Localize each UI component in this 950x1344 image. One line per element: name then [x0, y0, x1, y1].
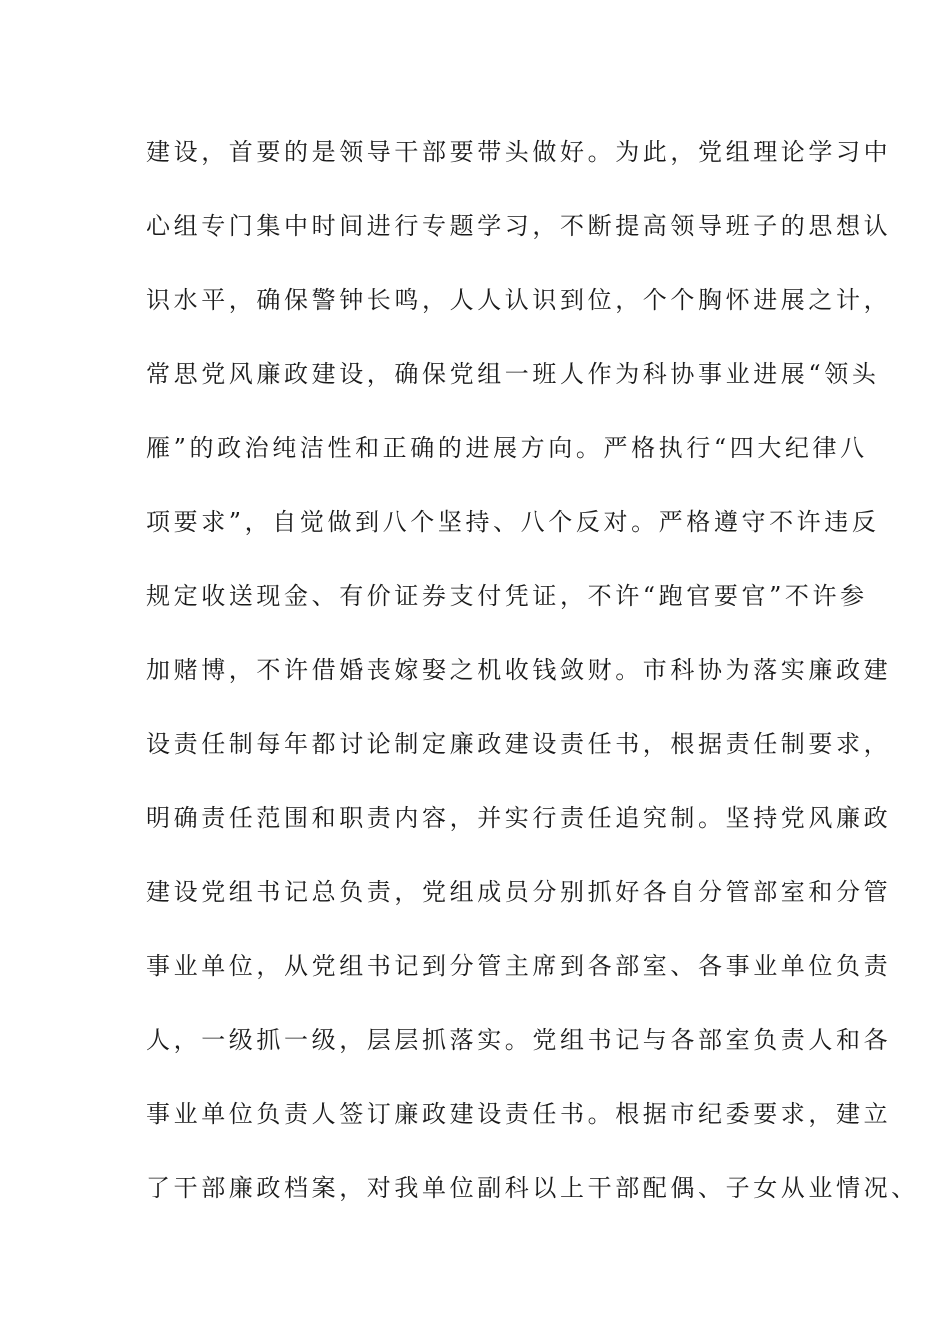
body-text [146, 130, 919, 1240]
text-line: 建设，首要的是领导干部要带头做好。为此，党组理论学习中 [146, 138, 892, 166]
text-line: 事业单位，从党组书记到分管主席到各部室、各事业单位负责 [146, 952, 892, 980]
text-line: 识水平，确保警钟长鸣，人人认识到位，个个胸怀进展之计， [146, 286, 892, 314]
text-line: 项要求”，自觉做到八个坚持、八个反对。严格遵守不许违反 [146, 508, 880, 536]
text-line: 加赌博，不许借婚丧嫁娶之机收钱敛财。市科协为落实廉政建 [146, 656, 892, 684]
text-line: 了干部廉政档案，对我单位副科以上干部配偶、子女从业情况、 [146, 1174, 919, 1202]
text-line: 建设党组书记总负责，党组成员分别抓好各自分管部室和分管 [146, 878, 892, 906]
text-line: 心组专门集中时间进行专题学习，不断提高领导班子的思想认 [146, 212, 892, 240]
text-line: 规定收送现金、有价证券支付凭证，不许“跑官要官”不许参 [146, 582, 868, 610]
text-line: 明确责任范围和职责内容，并实行责任追究制。坚持党风廉政 [146, 804, 892, 832]
text-line: 设责任制每年都讨论制定廉政建设责任书，根据责任制要求， [146, 730, 892, 758]
text-line: 人，一级抓一级，层层抓落实。党组书记与各部室负责人和各 [146, 1026, 892, 1054]
text-line: 常思党风廉政建设，确保党组一班人作为科协事业进展“领头 [146, 360, 880, 388]
text-line: 雁”的政治纯洁性和正确的进展方向。严格执行“四大纪律八 [146, 434, 868, 462]
text-line: 事业单位负责人签订廉政建设责任书。根据市纪委要求，建立 [146, 1100, 892, 1128]
